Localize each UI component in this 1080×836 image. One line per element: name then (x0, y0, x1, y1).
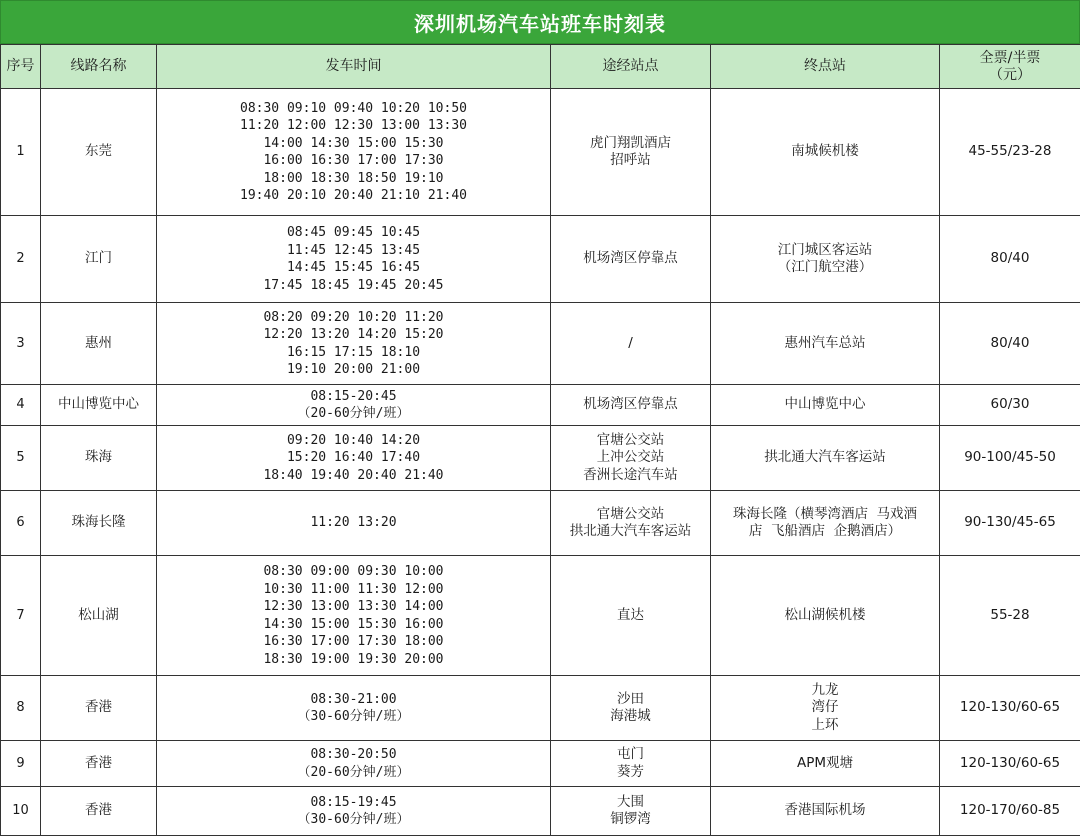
terminal-station-line: 湾仔 (715, 699, 935, 717)
terminal-station (711, 426, 940, 491)
departure-times-line: 08:30 09:10 09:40 10:20 10:50 (161, 100, 546, 118)
row-number: 3 (1, 303, 41, 385)
header-fare (940, 45, 1080, 89)
departure-times (157, 385, 551, 426)
header-row (1, 45, 1080, 89)
fare: 120-130/60-65 (940, 741, 1080, 787)
departure-times-line: 08:15-20:45 (161, 388, 546, 406)
via-stops (551, 89, 711, 216)
via-stops-line: 招呼站 (555, 152, 706, 170)
departure-times-line: 16:30 17:00 17:30 18:00 (161, 633, 546, 651)
via-stops (551, 385, 711, 426)
via-stops-line: 直达 (555, 607, 706, 625)
terminal-station (711, 303, 940, 385)
via-stops (551, 676, 711, 741)
terminal-station-line: 珠海长隆（横琴湾酒店 马戏酒 (715, 506, 935, 524)
via-stops-line: 屯门 (555, 746, 706, 764)
row-number: 5 (1, 426, 41, 491)
table-row (1, 556, 1080, 676)
departure-times-line: 16:00 16:30 17:00 17:30 (161, 152, 546, 170)
terminal-station-line: （江门航空港） (715, 259, 935, 277)
fare: 60/30 (940, 385, 1080, 426)
table-row (1, 303, 1080, 385)
terminal-station-line: 南城候机楼 (715, 143, 935, 161)
via-stops (551, 787, 711, 836)
route-name: 江门 (41, 216, 157, 303)
departure-times-line: （20-60分钟/班） (161, 764, 546, 782)
departure-times-line: 14:00 14:30 15:00 15:30 (161, 135, 546, 153)
departure-times-line: （20-60分钟/班） (161, 405, 546, 423)
route-name: 香港 (41, 741, 157, 787)
row-number: 4 (1, 385, 41, 426)
departure-times (157, 216, 551, 303)
departure-times-line: 11:20 12:00 12:30 13:00 13:30 (161, 117, 546, 135)
departure-times-line: 17:45 18:45 19:45 20:45 (161, 277, 546, 295)
via-stops (551, 491, 711, 556)
row-number: 8 (1, 676, 41, 741)
terminal-station-line: APM观塘 (715, 755, 935, 773)
departure-times (157, 676, 551, 741)
terminal-station-line: 店 飞船酒店 企鹅酒店） (715, 523, 935, 541)
via-stops-line: 虎门翔凯酒店 (555, 135, 706, 153)
via-stops-line: 机场湾区停靠点 (555, 396, 706, 414)
via-stops-line: 海港城 (555, 708, 706, 726)
fare: 80/40 (940, 216, 1080, 303)
fare: 55-28 (940, 556, 1080, 676)
departure-times-line: 14:45 15:45 16:45 (161, 259, 546, 277)
table-row (1, 787, 1080, 836)
departure-times-line: 08:30-20:50 (161, 746, 546, 764)
via-stops-line: 铜锣湾 (555, 811, 706, 829)
header-times: 发车时间 (157, 45, 551, 89)
fare: 120-130/60-65 (940, 676, 1080, 741)
departure-times (157, 741, 551, 787)
row-number: 10 (1, 787, 41, 836)
terminal-station (711, 89, 940, 216)
table-row (1, 491, 1080, 556)
fare: 80/40 (940, 303, 1080, 385)
via-stops-line: 官塘公交站 (555, 432, 706, 450)
departure-times-line: 11:45 12:45 13:45 (161, 242, 546, 260)
terminal-station-line: 香港国际机场 (715, 802, 935, 820)
departure-times-line: 09:20 10:40 14:20 (161, 432, 546, 450)
departure-times-line: 08:45 09:45 10:45 (161, 224, 546, 242)
route-name: 东莞 (41, 89, 157, 216)
departure-times-line: 08:30 09:00 09:30 10:00 (161, 563, 546, 581)
departure-times-line: 16:15 17:15 18:10 (161, 344, 546, 362)
departure-times-line: 18:40 19:40 20:40 21:40 (161, 467, 546, 485)
departure-times-line: 10:30 11:00 11:30 12:00 (161, 581, 546, 599)
via-stops-line: 沙田 (555, 691, 706, 709)
departure-times-line: 19:40 20:10 20:40 21:10 21:40 (161, 187, 546, 205)
fare: 45-55/23-28 (940, 89, 1080, 216)
terminal-station (711, 216, 940, 303)
departure-times-line: 18:00 18:30 18:50 19:10 (161, 170, 546, 188)
via-stops-line: / (555, 335, 706, 353)
route-name: 珠海长隆 (41, 491, 157, 556)
route-name: 松山湖 (41, 556, 157, 676)
fare: 120-170/60-85 (940, 787, 1080, 836)
via-stops-line: 香洲长途汽车站 (555, 467, 706, 485)
departure-times (157, 787, 551, 836)
header-no: 序号 (1, 45, 41, 89)
terminal-station (711, 491, 940, 556)
header-via: 途经站点 (551, 45, 711, 89)
route-name: 珠海 (41, 426, 157, 491)
via-stops-line: 大围 (555, 794, 706, 812)
departure-times (157, 89, 551, 216)
table-row (1, 426, 1080, 491)
schedule-title: 深圳机场汽车站班车时刻表 (0, 0, 1080, 44)
via-stops (551, 216, 711, 303)
departure-times-line: （30-60分钟/班） (161, 708, 546, 726)
terminal-station-line: 中山博览中心 (715, 396, 935, 414)
departure-times-line: 18:30 19:00 19:30 20:00 (161, 651, 546, 669)
table-row (1, 216, 1080, 303)
departure-times-line: 12:20 13:20 14:20 15:20 (161, 326, 546, 344)
terminal-station (711, 787, 940, 836)
departure-times-line: 19:10 20:00 21:00 (161, 361, 546, 379)
terminal-station (711, 676, 940, 741)
table-row (1, 741, 1080, 787)
route-name: 中山博览中心 (41, 385, 157, 426)
row-number: 1 (1, 89, 41, 216)
via-stops (551, 303, 711, 385)
terminal-station-line: 惠州汽车总站 (715, 335, 935, 353)
via-stops (551, 426, 711, 491)
row-number: 2 (1, 216, 41, 303)
via-stops-line: 上冲公交站 (555, 449, 706, 467)
terminal-station-line: 上环 (715, 717, 935, 735)
route-name: 香港 (41, 676, 157, 741)
table-row (1, 385, 1080, 426)
route-name: 惠州 (41, 303, 157, 385)
row-number: 9 (1, 741, 41, 787)
departure-times (157, 556, 551, 676)
fare: 90-130/45-65 (940, 491, 1080, 556)
row-number: 7 (1, 556, 41, 676)
departure-times-line: 08:20 09:20 10:20 11:20 (161, 309, 546, 327)
terminal-station-line: 九龙 (715, 682, 935, 700)
header-terminal: 终点站 (711, 45, 940, 89)
terminal-station (711, 741, 940, 787)
via-stops-line: 葵芳 (555, 764, 706, 782)
departure-times (157, 491, 551, 556)
table-row (1, 676, 1080, 741)
via-stops (551, 556, 711, 676)
departure-times (157, 303, 551, 385)
departure-times-line: 11:20 13:20 (161, 514, 546, 532)
terminal-station-line: 松山湖候机楼 (715, 607, 935, 625)
departure-times (157, 426, 551, 491)
departure-times-line: 14:30 15:00 15:30 16:00 (161, 616, 546, 634)
schedule-table (0, 44, 1080, 836)
header-fare-line1: 全票/半票 (944, 50, 1076, 67)
departure-times-line: （30-60分钟/班） (161, 811, 546, 829)
table-row (1, 89, 1080, 216)
terminal-station (711, 556, 940, 676)
header-route: 线路名称 (41, 45, 157, 89)
departure-times-line: 15:20 16:40 17:40 (161, 449, 546, 467)
departure-times-line: 08:15-19:45 (161, 794, 546, 812)
via-stops-line: 官塘公交站 (555, 506, 706, 524)
row-number: 6 (1, 491, 41, 556)
via-stops-line: 拱北通大汽车客运站 (555, 523, 706, 541)
departure-times-line: 08:30-21:00 (161, 691, 546, 709)
via-stops-line: 机场湾区停靠点 (555, 250, 706, 268)
terminal-station (711, 385, 940, 426)
route-name: 香港 (41, 787, 157, 836)
header-fare-line2: （元） (944, 67, 1076, 84)
departure-times-line: 12:30 13:00 13:30 14:00 (161, 598, 546, 616)
fare: 90-100/45-50 (940, 426, 1080, 491)
terminal-station-line: 江门城区客运站 (715, 242, 935, 260)
terminal-station-line: 拱北通大汽车客运站 (715, 449, 935, 467)
via-stops (551, 741, 711, 787)
